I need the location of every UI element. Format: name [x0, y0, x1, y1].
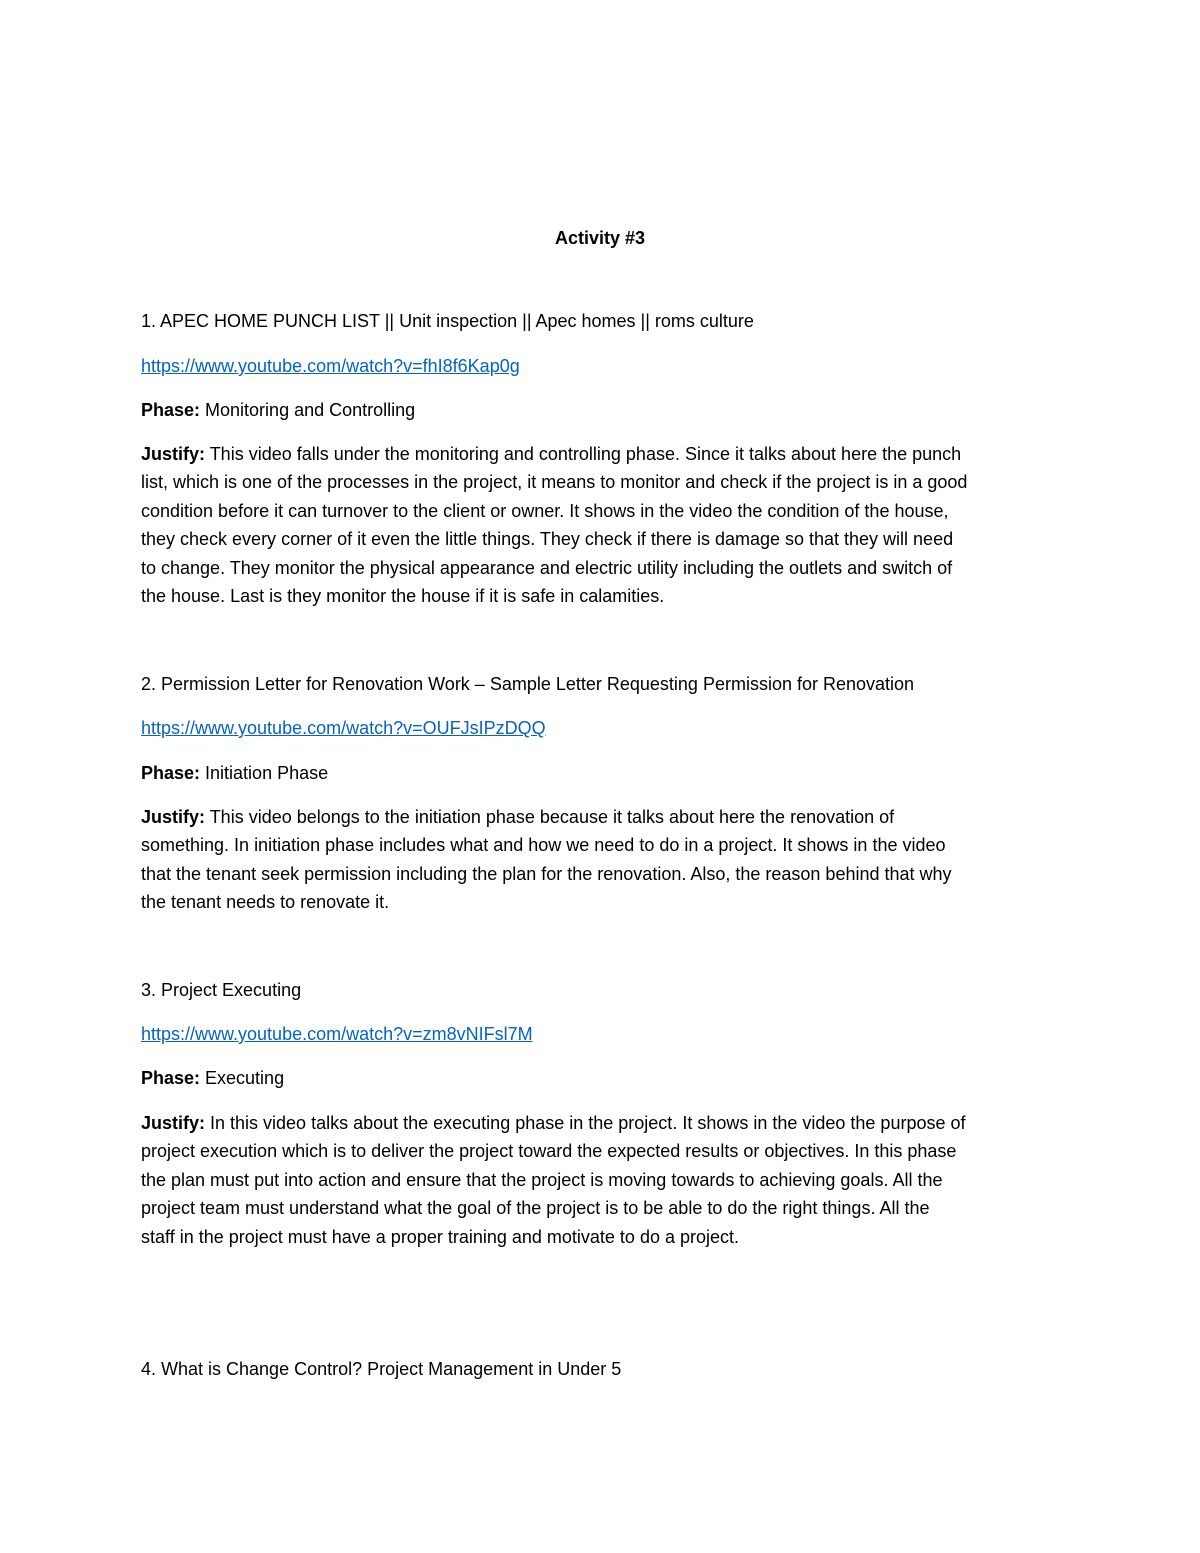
entry-1-video-link[interactable]: [141, 354, 1061, 378]
entry-1-phase-label: Phase:: [141, 400, 201, 420]
entry-1-url[interactable]: https://www.youtube.com/watch?v=fhI8f6Kap0g: [141, 356, 520, 376]
entry-3-phase: [141, 1066, 1061, 1090]
entry-2-justify-line: This video belongs to the initiation phase because it talks about here the renovation of: [205, 807, 895, 827]
entry-2-phase: [141, 761, 1061, 785]
entry-3-justify-line: In this video talks about the executing phase in the project. It shows in the video the purpose of: [205, 1113, 966, 1133]
document-title: Activity #3: [554, 228, 646, 248]
entry-1-justify-line: the house. Last is they monitor the house if it is safe in calamities.: [141, 585, 665, 606]
entry-2-justify: [141, 803, 1061, 917]
entry-2-justify-label: Justify:: [141, 807, 206, 827]
entry-1-justify-line: to change. They monitor the physical appearance and electric utility including the outlets and switch of: [141, 557, 953, 578]
entry-1-justify: [141, 440, 1061, 610]
entry-1-phase-value: Monitoring and Controlling: [200, 400, 416, 420]
entry-1-heading: 1. APEC HOME PUNCH LIST || Unit inspection || Apec homes || roms culture: [141, 311, 754, 331]
entry-1-justify-line: This video falls under the monitoring and controlling phase. Since it talks about here the punch: [205, 444, 962, 464]
entry-2-phase-label: Phase:: [141, 763, 201, 783]
entry-2-video-link[interactable]: [141, 716, 1061, 740]
entry-1-justify-label: Justify:: [141, 444, 206, 464]
entry-1-justify-line: condition before it can turnover to the client or owner. It shows in the video the condition of the house,: [141, 500, 949, 521]
entry-2-url[interactable]: https://www.youtube.com/watch?v=OUFJsIPzDQQ: [141, 718, 546, 738]
entry-2-justify-line: that the tenant seek permission including the plan for the renovation. Also, the reason behind that why: [141, 863, 952, 884]
entry-3-url[interactable]: https://www.youtube.com/watch?v=zm8vNIFsl7M: [141, 1024, 533, 1044]
entry-3-heading: 3. Project Executing: [141, 980, 302, 1000]
entry-3-video-link[interactable]: [141, 1022, 1061, 1046]
entry-3-justify-line: the plan must put into action and ensure that the project is moving towards to achieving goals. All the: [141, 1169, 943, 1190]
entry-2-heading: 2. Permission Letter for Renovation Work – Sample Letter Requesting Permission for Renovation: [141, 674, 915, 694]
entry-2-phase-value: Initiation Phase: [200, 763, 329, 783]
entry-3-justify: [141, 1109, 1061, 1251]
entry-3-phase-label: Phase:: [141, 1068, 201, 1088]
entry-2-justify-line: the tenant needs to renovate it.: [141, 892, 390, 913]
entry-3-justify-line: project execution which is to deliver the project toward the expected results or objectives. In this phase: [141, 1141, 957, 1162]
entry-1-phase: [141, 398, 1061, 422]
entry-3-phase-value: Executing: [200, 1068, 285, 1088]
entry-3-justify-line: project team must understand what the goal of the project is to be able to do the right things. All the: [141, 1198, 930, 1219]
entry-3-justify-label: Justify:: [141, 1113, 206, 1133]
entry-4-heading: 4. What is Change Control? Project Management in Under 5: [141, 1359, 622, 1379]
entry-1-justify-line: they check every corner of it even the little things. They check if there is damage so that they will need: [141, 529, 954, 550]
entry-3-justify-line: staff in the project must have a proper training and motivate to do a project.: [141, 1226, 740, 1247]
entry-2-justify-line: something. In initiation phase includes what and how we need to do in a project. It shows in the video: [141, 835, 946, 856]
entry-1-justify-line: list, which is one of the processes in the project, it means to monitor and check if the project is in a good: [141, 472, 968, 493]
